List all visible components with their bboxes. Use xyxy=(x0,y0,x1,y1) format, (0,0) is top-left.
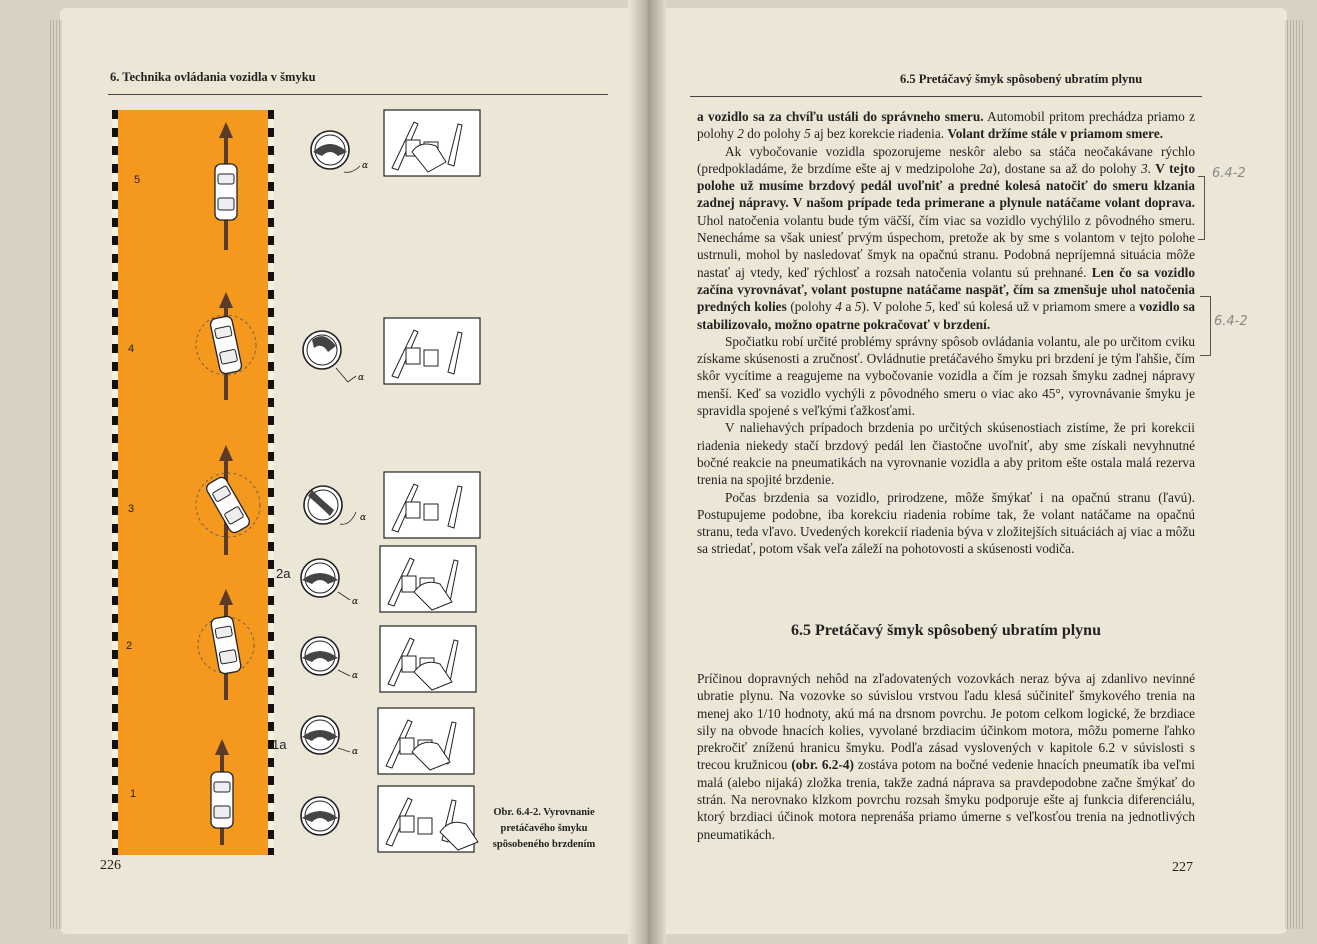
steering-wheel-3 xyxy=(304,486,356,524)
figure-caption xyxy=(484,805,604,853)
car-position-1 xyxy=(211,739,233,845)
angle-symbol-4: α xyxy=(352,671,359,681)
side-label-2a: 2a xyxy=(276,566,291,581)
paragraph-1: a vozidlo sa za chvíľu ustáli do správneho smeru. Automobil pritom prechádza priamo z polohy 2 do polohy 5 aj bez korekcie riadenia. Volant držíme stále v priamom smere. xyxy=(697,109,1195,142)
paragraph-2: Ak vybočovanie vozidla spozorujeme neskôr alebo sa stáča neočakávane rýchlo (predpokladáme, že brzdíme ešte aj v medzipolohe 2a), dostane sa až do polohy 3. V tejto polohe už musíme brzdový pedál uvoľniť a predné kolesá natočiť do smeru klzania zadnej nápravy. V našom prípade teda primerane a plynule natáčame volant doprava. Uhol natočenia volantu bude tým väčší, čím viac sa vozidlo vychýlilo z pôvodného smeru. Nenecháme sa však uniesť prvým úspechom, pretože ak by sme s volantom v tejto polohe ustrnuli, mohol by nasledovať šmyk na opačnú stranu. Podobná nepríjemná situácia môže nastať aj vtedy, keď rýchlosť a rozsah natočenia volantu sú prehnané. Len čo sa vozidlo začína vyrovnávať, volant postupne natáčame naspäť, čím sa zmenšuje uhol natočenia predných kolies (polohy 4 a 5). V polohe 5, keď sú kolesá už v priamom smere a vozidlo sa stabilizovalo, možno opatrne pokračovať v brzdení. xyxy=(697,143,1196,332)
caption-line-2: pretáčavého šmyku xyxy=(500,823,588,834)
angle-symbol-1: α xyxy=(358,373,365,383)
position-label-5: 5 xyxy=(134,174,141,186)
car-position-3 xyxy=(196,445,260,555)
steering-wheel-1a xyxy=(301,716,350,754)
body-text-bottom xyxy=(697,670,1195,843)
paragraph-4: V naliehavých prípadoch brzdenia po určitých skúsenostiach zistíme, že pri korekcii riadenia niekedy stačí brzdový pedál len čiastočne uvoľniť, aby sme získali nevyhnutné bočné reakcie na pneumatikách na vyrovnanie vozidla a aby pritom ešte ostala malá rezerva trenia na spojité brzdenie. xyxy=(697,420,1195,488)
position-label-3: 3 xyxy=(128,503,135,515)
pedals-3 xyxy=(384,472,480,538)
pedals-1a xyxy=(378,708,474,774)
right-header-rule xyxy=(690,96,1202,97)
steering-wheel-1 xyxy=(301,797,339,835)
angle-symbol-5: α xyxy=(352,747,359,757)
angle-symbol-3: α xyxy=(352,597,359,607)
angle-symbol-2: α xyxy=(360,513,367,523)
pedals-1 xyxy=(378,786,478,852)
left-page-number: 226 xyxy=(100,858,121,873)
paragraph-3: Spočiatku robí určité problémy správny spôsob ovládania volantu, ale po určitom cviku získame skúsenosti a zručnosť. Ovládnutie pretáčavého šmyku pri brzdení je tým ľahšie, čím skôr vycítime a reagujeme na vybočovanie vozidla a čím je rozsah šmyku zadnej nápravy menší. Keď sa vozidlo vychýli z pôvodného smeru o viac ako 45°, vyrovnávanie šmyku je spravidla spojené s veľkými ťažkosťami. xyxy=(697,333,1195,419)
section-heading: 6.5 Pretáčavý šmyk spôsobený ubratím plynu xyxy=(791,622,1101,639)
margin-bracket-2 xyxy=(1200,296,1211,356)
margin-note-1: 6.4-2 xyxy=(1212,166,1246,181)
margin-note-2: 6.4-2 xyxy=(1214,314,1248,329)
paragraph-5: Počas brzdenia sa vozidlo, prirodzene, môže šmýkať i na opačnú stranu (ľavú). Postupujeme podobne, iba korekciu riadenia robíme tak, že volant natáčame na opačnú stranu, teda vľavo. Uvedených korekcií riadenia býva v zložitejších situáciách aj viac a môžu sa striedať, potom však veľa záleží na pohotovosti a skúsenosti vodiča. xyxy=(697,489,1195,557)
steering-wheel-4 xyxy=(303,331,356,382)
car-position-5 xyxy=(215,122,237,250)
steering-wheel-5 xyxy=(311,131,360,172)
pedals-5 xyxy=(384,110,480,176)
position-label-2: 2 xyxy=(126,640,133,652)
side-label-1a: 1a xyxy=(272,737,287,752)
left-running-head: 6. Technika ovládania vozidla v šmyku xyxy=(110,70,316,84)
position-label-4: 4 xyxy=(128,343,135,355)
steering-wheel-2 xyxy=(301,637,350,676)
pedals-2a xyxy=(380,546,476,612)
caption-line-3: spôsobeného brzdením xyxy=(492,839,596,850)
angle-symbol-0: α xyxy=(362,161,369,171)
right-running-head: 6.5 Pretáčavý šmyk spôsobený ubratím plynu xyxy=(900,72,1143,86)
pedals-4 xyxy=(384,318,480,384)
right-page-number: 227 xyxy=(1172,860,1193,875)
caption-line-1: Obr. 6.4-2. Vyrovnanie xyxy=(493,807,595,818)
margin-bracket-1 xyxy=(1198,176,1205,240)
position-label-1: 1 xyxy=(130,788,137,800)
car-position-4 xyxy=(196,292,256,400)
car-position-2 xyxy=(198,589,254,700)
paragraph-6: Príčinou dopravných nehôd na zľadovatených vozovkách neraz býva aj zdanlivo nevinné ubratie plynu. Na vozovke so súvislou vrstvou ľadu klesá súčiniteľ šmykového trenia na menej ako 1/10 hodnoty, akú má na drsnom povrchu. Je potom celkom logické, že brzdiace sily na obvode hnacích kolies, vyvolané brzdiacim účinkom motora, môžu pomerne ľahko prekročiť zníženú hranicu šmyku. Podľa zásad vyslovených v kapitole 6.2 v súvislosti s trecou kružnicou (obr. 6.2-4) zostáva potom na bočné vedenie hnacích pneumatík iba veľmi malá (alebo nijaká) zložka trenia, takže zadná náprava sa pravdepodobne začne šmýkať do strán. Na nerovnako klzkom povrchu rozsah šmyku podporuje ešte aj funkcia diferenciálu, ktorý brzdiaci účinok motora neprenáša priamo úmerne s veľkosťou trenia na jednotlivých pneumatikách. xyxy=(697,671,1195,842)
body-text-top xyxy=(697,108,1195,558)
pedals-2 xyxy=(380,626,476,692)
steering-wheel-2a xyxy=(301,559,350,600)
